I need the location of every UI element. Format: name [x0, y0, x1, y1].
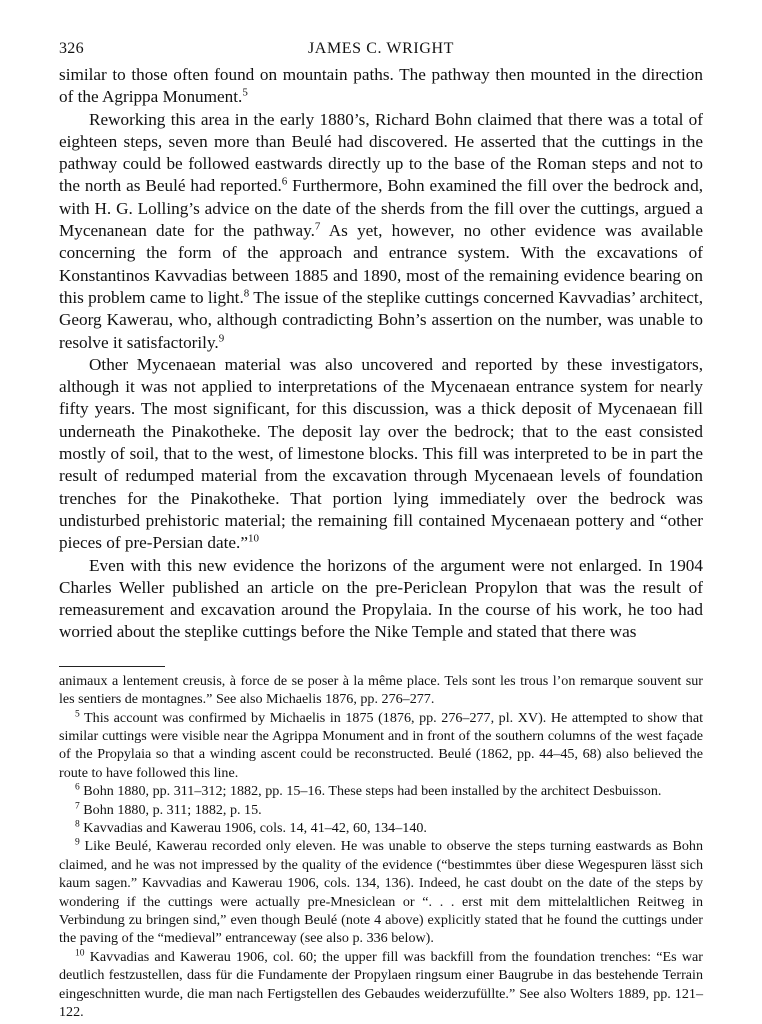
paragraph-4-text: Even with this new evidence the horizons of the argument were not enlarged. In 1904 Charles Weller published an article on the pre-Periclean Propylon that was the result of remeasurement and excavation around the Propylaia. In the course of his work, he too had worried about the steplike cuttings before the Nike Temple and stated that there was — [59, 555, 703, 642]
footnote-number-10: 10 — [75, 948, 85, 959]
footnote-10 — [59, 948, 703, 1022]
footnote-ref-10: 10 — [247, 532, 259, 545]
paragraph-2 — [59, 109, 703, 354]
page-header — [59, 40, 703, 64]
footnote-rule — [59, 666, 165, 667]
running-head: JAMES C. WRIGHT — [307, 40, 455, 57]
paragraph-3 — [59, 354, 703, 555]
paragraph-1-text: similar to those often found on mountain paths. The pathway then mounted in the direction of the Agrippa Monument. — [59, 65, 703, 107]
footnote-10-text: Kavvadias and Kawerau 1906, col. 60; the upper fill was backfill from the foundation trenches: “Es war deutlich festzustellen, dass für die Fundamente der Propylaen ringsum einer Baugrube in das bestehende Terrain eingeschnitten wurde, die man nach Fertigstellen des Gebaudes weiderzufüllte.” See also Wolters 1889, pp. 121–122. — [59, 948, 703, 1021]
footnote-number-6: 6 — [75, 782, 80, 793]
page-number: 326 — [59, 40, 84, 57]
paragraph-2-text-a: Reworking this area in the early 1880’s, Richard Bohn claimed that there was a total of eighteen steps, seven more than Beulé had discovered. He asserted that the cuttings in the pathway could be followed eastwards directly up to the base of the Roman steps and not to the north as Beulé had reported. — [59, 109, 703, 196]
paragraph-2-text-d: The issue of the steplike cuttings concerned Kavvadias’ architect, Georg Kawerau, who, although contradicting Bohn’s assertion on the number, was unable to resolve it satisfactorily. — [59, 287, 703, 352]
footnote-ref-7: 7 — [314, 220, 321, 233]
footnote-7-text: Bohn 1880, p. 311; 1882, p. 15. — [79, 801, 262, 818]
footnote-8 — [59, 819, 703, 837]
footnote-number-9: 9 — [75, 837, 80, 848]
footnote-5 — [59, 709, 703, 783]
paragraph-2-text-b: Furthermore, Bohn examined the fill over the bedrock and, with H. G. Lolling’s advice on the date of the sherds from the fill over the cuttings, argued a Mycenanean date for the pathway. — [59, 176, 703, 241]
paragraph-3-text: Other Mycenaean material was also uncovered and reported by these investigators, although it was not applied to interpretations of the Mycenaean entrance system for nearly fifty years. The most significant, for this discussion, was a thick deposit of Mycenaean fill underneath the Pinakotheke. The deposit lay over the bedrock; that to the east consisted mostly of soil, that to the west, of limestone blocks. This fill was interpreted to be in part the result of redumped material from the excavation through Mycenaean levels of foundation trenches for the Pinakotheke. That portion lying immediately over the bedrock was undisturbed prehistoric material; the remaining fill contained Mycenaean pottery and “other pieces of pre-Persian date.” — [59, 354, 703, 553]
footnote-7 — [59, 801, 703, 819]
footnote-6 — [59, 782, 703, 800]
paragraph-2-text-c: As yet, however, no other evidence was available concerning the form of the approach and entrance system. With the excavations of Konstantinos Kavvadias between 1885 and 1890, most of the remaining evidence bearing on this problem came to light. — [59, 221, 704, 307]
paragraph-1 — [59, 64, 703, 109]
footnote-ref-6: 6 — [281, 175, 288, 188]
footnote-ref-5: 5 — [242, 86, 248, 99]
footnote-ref-8: 8 — [243, 287, 250, 300]
footnote-continuation — [59, 672, 703, 709]
footnote-8-text: Kavvadias and Kawerau 1906, cols. 14, 41–42, 60, 134–140. — [79, 819, 427, 836]
footnote-continuation-text: animaux a lentement creusis, à force de se poser à la même place. Tels sont les trous l’on remarque souvent sur les sentiers de montagnes.” See also Michaelis 1876, pp. 276–277. — [59, 672, 703, 708]
footnotes — [59, 672, 703, 1022]
page — [59, 40, 703, 1021]
footnote-6-text: Bohn 1880, pp. 311–312; 1882, pp. 15–16. These steps had been installed by the architect Desbuisson. — [79, 783, 662, 800]
footnote-9-text: Like Beulé, Kawerau recorded only eleven. He was unable to observe the steps turning eastwards as Bohn claimed, and he was not impressed by the quality of the evidence (“bestimmtes über diese Wegespuren lässt sich kaum sagen.” Kavvadias and Kawerau 1906, cols. 134, 136). Indeed, he cast doubt on the date of the steps by wondering if the cuttings were actually pre-Mnesiclean or “. . . erst mit dem mittelaltlichen Reitweg in Verbindung zu bringen sind,” even though Beulé (note 4 above) explicitly stated that he found the cuttings under the paving of the “medieval” entranceway (see also p. 336 below). — [59, 838, 703, 947]
footnote-5-text: This account was confirmed by Michaelis in 1875 (1876, pp. 276–277, pl. XV). He attempted to show that similar cuttings were visible near the Agrippa Monument and in front of the southern columns of the west façade of the Propylaia so that a winding ascent could be reconstructed. Beulé (1862, pp. 44–45, 68) also believed the route to have followed this line. — [59, 709, 703, 781]
paragraph-4 — [59, 555, 703, 644]
footnote-number-5: 5 — [75, 708, 80, 719]
footnote-number-7: 7 — [75, 800, 80, 811]
footnote-ref-9: 9 — [218, 331, 225, 344]
footnote-number-8: 8 — [75, 819, 80, 830]
footnote-9 — [59, 837, 703, 947]
body-text — [59, 64, 703, 644]
